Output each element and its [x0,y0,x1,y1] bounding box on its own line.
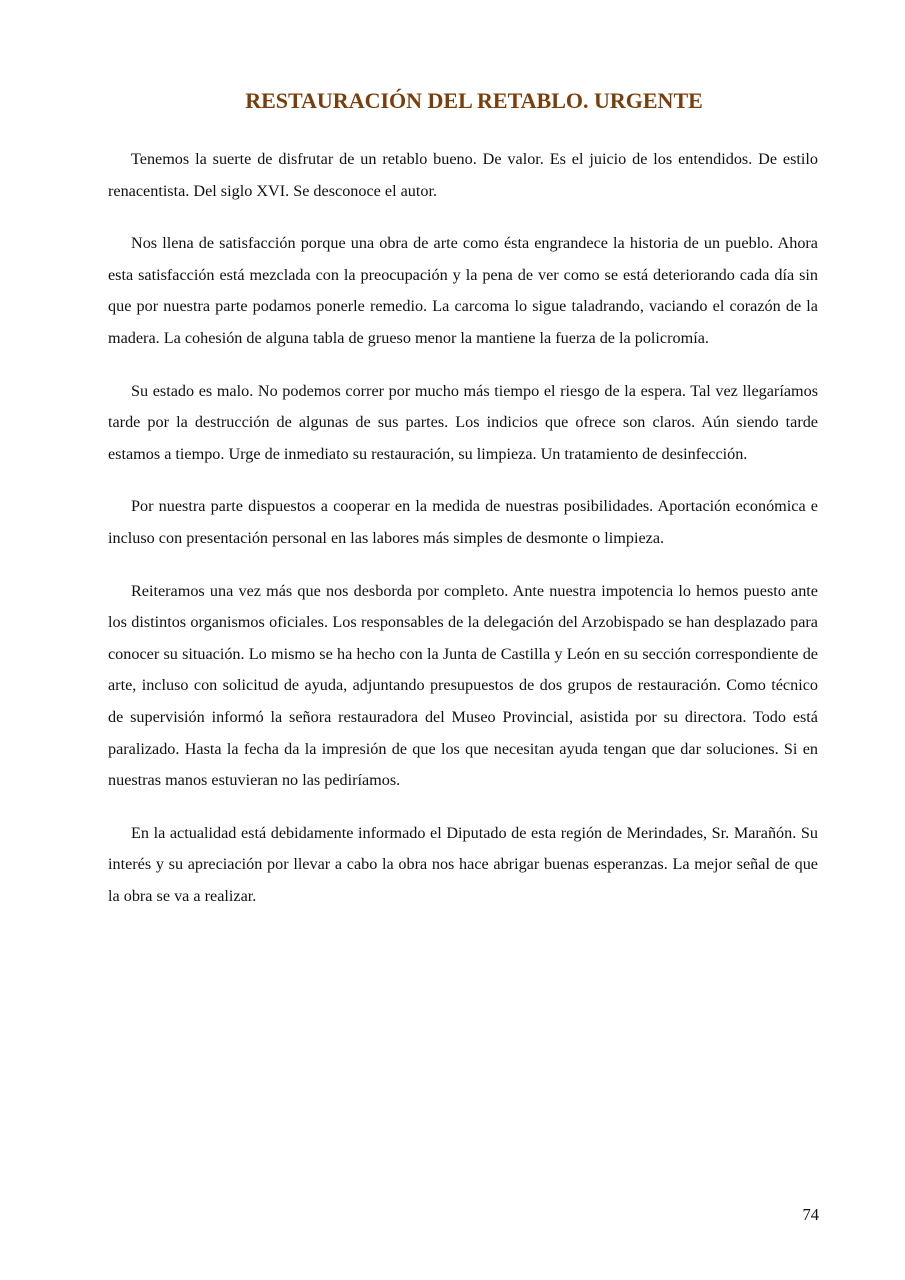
paragraph-3: Su estado es malo. No podemos correr por mucho más tiempo el riesgo de la espera. Tal vez llegaríamos tarde por la destrucción de algunas de sus partes. Los indicios que ofrece son claros. Aún siendo tarde estamos a tiempo. Urge de inmediato su restauración, su limpieza. Un tratamiento de desinfección. [108,381,818,463]
paragraph-2: Nos llena de satisfacción porque una obra de arte como ésta engrandece la historia de un pueblo. Ahora esta satisfacción está mezclada con la preocupación y la pena de ver como se está deteriorando cada día sin que por nuestra parte podamos ponerle remedio. La carcoma lo sigue taladrando, vaciando el corazón de la madera. La cohesión de alguna tabla de grueso menor la mantiene la fuerza de la policromía. [108,234,818,347]
page-number: 74 [802,1205,819,1224]
body-text [108,144,818,933]
paragraph-4: Por nuestra parte dispuestos a cooperar en la medida de nuestras posibilidades. Aportación económica e incluso con presentación personal en las labores más simples de desmonte o limpieza. [108,497,818,547]
paragraph-1: Tenemos la suerte de disfrutar de un retablo bueno. De valor. Es el juicio de los entendidos. De estilo renacentista. Del siglo XVI. Se desconoce el autor. [108,150,818,200]
paragraph-6: En la actualidad está debidamente informado el Diputado de esta región de Merindades, Sr. Marañón. Su interés y su apreciación por llevar a cabo la obra nos hace abrigar buenas esperanzas. La mejor señal de que la obra se va a realizar. [108,823,818,905]
paragraph-5: Reiteramos una vez más que nos desborda por completo. Ante nuestra impotencia lo hemos puesto ante los distintos organismos oficiales. Los responsables de la delegación del Arzobispado se han desplazado para conocer su situación. Lo mismo se ha hecho con la Junta de Castilla y León en su sección correspondiente de arte, incluso con solicitud de ayuda, adjuntando presupuestos de dos grupos de restauración. Como técnico de supervisión informó la señora restauradora del Museo Provincial, asistida por su directora. Todo está paralizado. Hasta la fecha da la impresión de que los que necesitan ayuda tengan que dar soluciones. Si en nuestras manos estuvieran no las pediríamos. [108,581,818,790]
page-title: RESTAURACIÓN DEL RETABLO. URGENTE [245,88,703,113]
